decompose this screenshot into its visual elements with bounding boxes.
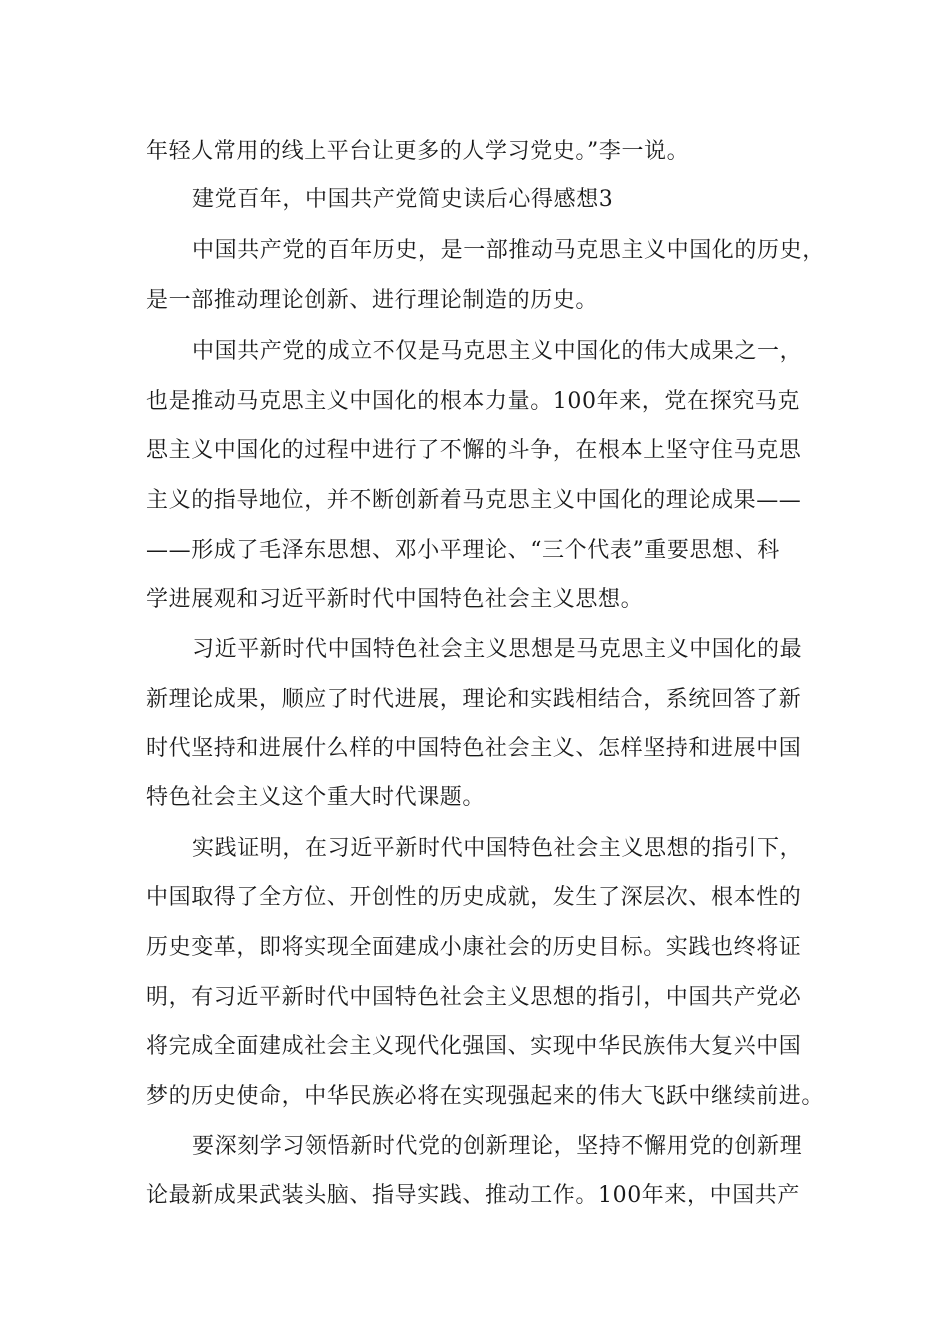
- text-line: 中国共产党的百年历史，是一部推动马克思主义中国化的历史，: [192, 238, 825, 263]
- text-line: 时代坚持和进展什么样的中国特色社会主义、怎样坚持和进展中国: [146, 736, 802, 761]
- text-line: 年轻人常用的线上平台让更多的人学习党史。”李一说。: [146, 139, 690, 164]
- text-line: 要深刻学习领悟新时代党的创新理论，坚持不懈用党的创新理: [192, 1134, 803, 1159]
- text-line: 中国取得了全方位、开创性的历史成就，发生了深层次、根本性的: [146, 885, 802, 910]
- text-line: 论最新成果武装头脑、指导实践、推动工作。100年来，中国共产: [146, 1183, 800, 1208]
- text-line: 是一部推动理论创新、进行理论制造的历史。: [146, 288, 599, 313]
- text-line: 实践证明，在习近平新时代中国特色社会主义思想的指引下，: [192, 836, 803, 861]
- text-line: 习近平新时代中国特色社会主义思想是马克思主义中国化的最: [192, 637, 803, 662]
- text-line: 思主义中国化的过程中进行了不懈的斗争，在根本上坚守住马克思: [146, 438, 802, 463]
- text-line: 主义的指导地位，并不断创新着马克思主义中国化的理论成果——: [146, 488, 802, 513]
- text-line: 历史变革，即将实现全面建成小康社会的历史目标。实践也终将证: [146, 935, 802, 960]
- text-line: 中国共产党的成立不仅是马克思主义中国化的伟大成果之一，: [192, 339, 803, 364]
- text-line: 也是推动马克思主义中国化的根本力量。100年来，党在探究马克: [146, 389, 800, 414]
- text-line: 特色社会主义这个重大时代课题。: [146, 785, 486, 810]
- section-heading: 建党百年，中国共产党简史读后心得感想3: [192, 187, 614, 212]
- text-line: 新理论成果，顺应了时代进展，理论和实践相结合，系统回答了新: [146, 687, 802, 712]
- text-line: 将完成全面建成社会主义现代化强国、实现中华民族伟大复兴中国: [146, 1034, 802, 1059]
- text-line: ——形成了毛泽东思想、邓小平理论、“三个代表”重要思想、科: [146, 538, 780, 563]
- text-line: 学进展观和习近平新时代中国特色社会主义思想。: [146, 587, 644, 612]
- text-line: 梦的历史使命，中华民族必将在实现强起来的伟大飞跃中继续前进。: [146, 1084, 825, 1109]
- text-line: 明，有习近平新时代中国特色社会主义思想的指引，中国共产党必: [146, 985, 802, 1010]
